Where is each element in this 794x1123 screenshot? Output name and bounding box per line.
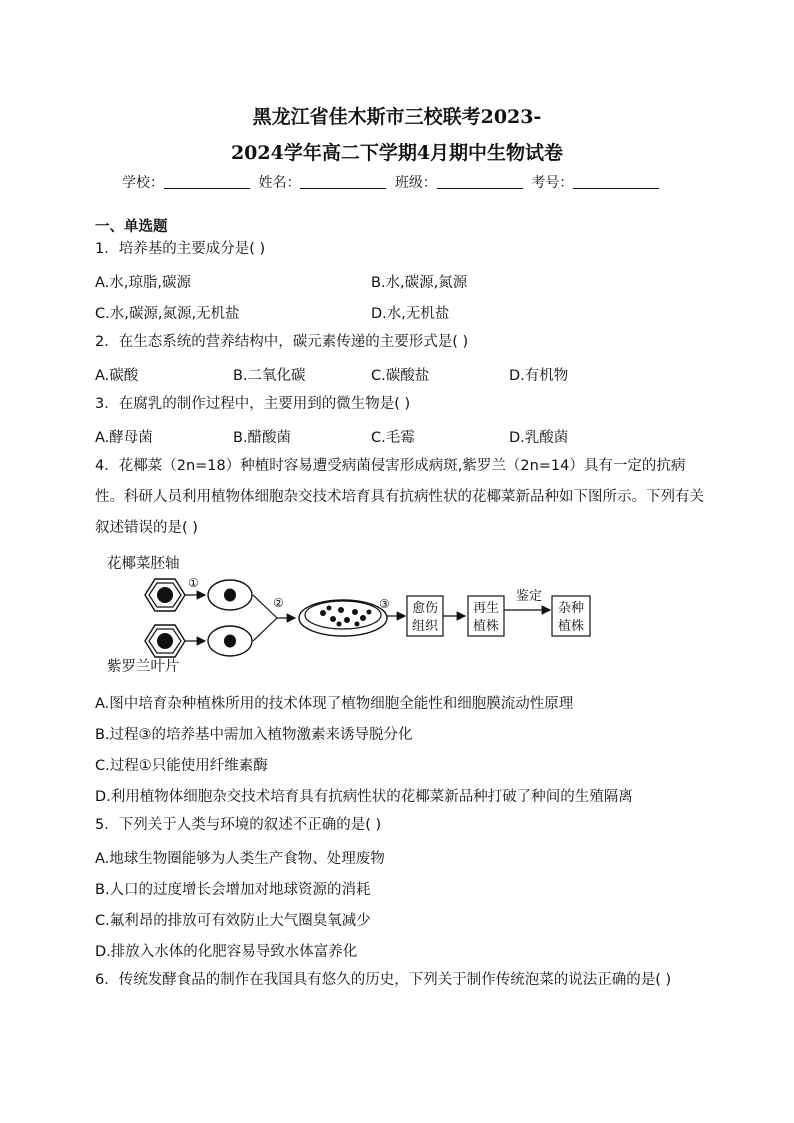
question-2-option-b: B.二氧化碳 (233, 368, 306, 384)
question-3-option-d: D.乳酸菌 (509, 430, 569, 446)
question-2-option-d: D.有机物 (509, 368, 569, 384)
hybrid-plant-label-line1: 杂种 (557, 601, 585, 616)
cauliflower-protoplast-icon (208, 580, 252, 610)
name-blank (300, 174, 386, 189)
petri-dish-icon (299, 600, 387, 636)
section-heading: 一、单选题 (95, 219, 168, 235)
step-1-label: ① (188, 576, 199, 590)
callus-label-line2: 组织 (411, 619, 439, 634)
question-2-option-a: A.碳酸 (95, 368, 139, 384)
name-label: 姓名： (258, 175, 301, 191)
cauliflower-cell-icon (145, 579, 185, 611)
regenerated-plant-label-line1: 再生 (472, 601, 500, 616)
question-1-option-b: B.水,碳源,氮源 (371, 275, 468, 291)
school-blank (164, 174, 250, 189)
hybrid-plant-label-line2: 植株 (557, 619, 585, 634)
violet-protoplast-icon (208, 626, 252, 656)
question-4-option-a: A.图中培育杂种植株所用的技术体现了植物细胞全能性和细胞膜流动性原理 (95, 696, 574, 712)
step-3-label: ③ (379, 597, 390, 611)
student-info-row (122, 172, 682, 192)
step-2-label: ② (273, 596, 284, 610)
somatic-hybridization-diagram (95, 552, 615, 682)
question-2-stem: 2．在生态系统的营养结构中，碳元素传递的主要形式是( ) (95, 334, 469, 350)
question-3-stem: 3．在腐乳的制作过程中，主要用到的微生物是( ) (95, 396, 411, 412)
question-5-option-d: D.排放入水体的化肥容易导致水体富养化 (95, 944, 358, 960)
question-2-option-c: C.碳酸盐 (371, 368, 430, 384)
violet-cell-icon (145, 625, 185, 657)
question-6-stem: 6．传统发酵食品的制作在我国具有悠久的历史，下列关于制作传统泡菜的说法正确的是( ) (95, 972, 672, 988)
cauliflower-hypocotyl-label: 花椰菜胚轴 (107, 556, 180, 572)
regenerated-plant-label-line2: 植株 (472, 619, 500, 634)
exam-title-line2: 2024学年高二下学期4月期中生物试卷 (230, 142, 564, 164)
question-5-option-a: A.地球生物圈能够为人类生产食物、处理废物 (95, 851, 385, 867)
identify-label: 鉴定 (515, 589, 543, 604)
question-3-option-c: C.毛霉 (371, 430, 415, 446)
violet-leaf-label: 紫罗兰叶片 (107, 659, 180, 675)
question-3-option-a: A.酵母菌 (95, 430, 153, 446)
question-5-option-c: C.氟利昂的排放可有效防止大气圈臭氧减少 (95, 913, 371, 929)
question-4-option-b: B.过程③的培养基中需加入植物激素来诱导脱分化 (95, 727, 413, 743)
exam-no-label: 考号： (531, 175, 574, 191)
callus-label-line1: 愈伤 (411, 601, 439, 616)
question-4-option-c: C.过程①只能使用纤维素酶 (95, 758, 268, 774)
class-label: 班级： (394, 175, 437, 191)
question-1-option-d: D.水,无机盐 (371, 306, 450, 322)
question-3-option-b: B.醋酸菌 (233, 430, 292, 446)
question-1-option-a: A.水,琼脂,碳源 (95, 275, 191, 291)
class-blank (437, 174, 523, 189)
question-4-option-d: D.利用植物体细胞杂交技术培育具有抗病性状的花椰菜新品种打破了种间的生殖隔离 (95, 789, 633, 805)
exam-no-blank (573, 174, 659, 189)
question-5-option-b: B.人口的过度增长会增加对地球资源的消耗 (95, 882, 371, 898)
question-1-stem: 1．培养基的主要成分是( ) (95, 241, 266, 257)
question-4-stem: 4．花椰菜（2n=18）种植时容易遭受病菌侵害形成病斑,紫罗兰（2n=14）具有一定的抗病性。科研人员利用植物体细胞杂交技术培育具有抗病性状的花椰菜新品种如下图所示。下列有关叙述错误的是( ) (95, 458, 704, 536)
question-5-stem: 5．下列关于人类与环境的叙述不正确的是( ) (95, 817, 382, 833)
school-label: 学校： (122, 175, 164, 191)
exam-title-line1: 黑龙江省佳木斯市三校联考2023- (252, 106, 542, 128)
question-1-option-c: C.水,碳源,氮源,无机盐 (95, 306, 240, 322)
